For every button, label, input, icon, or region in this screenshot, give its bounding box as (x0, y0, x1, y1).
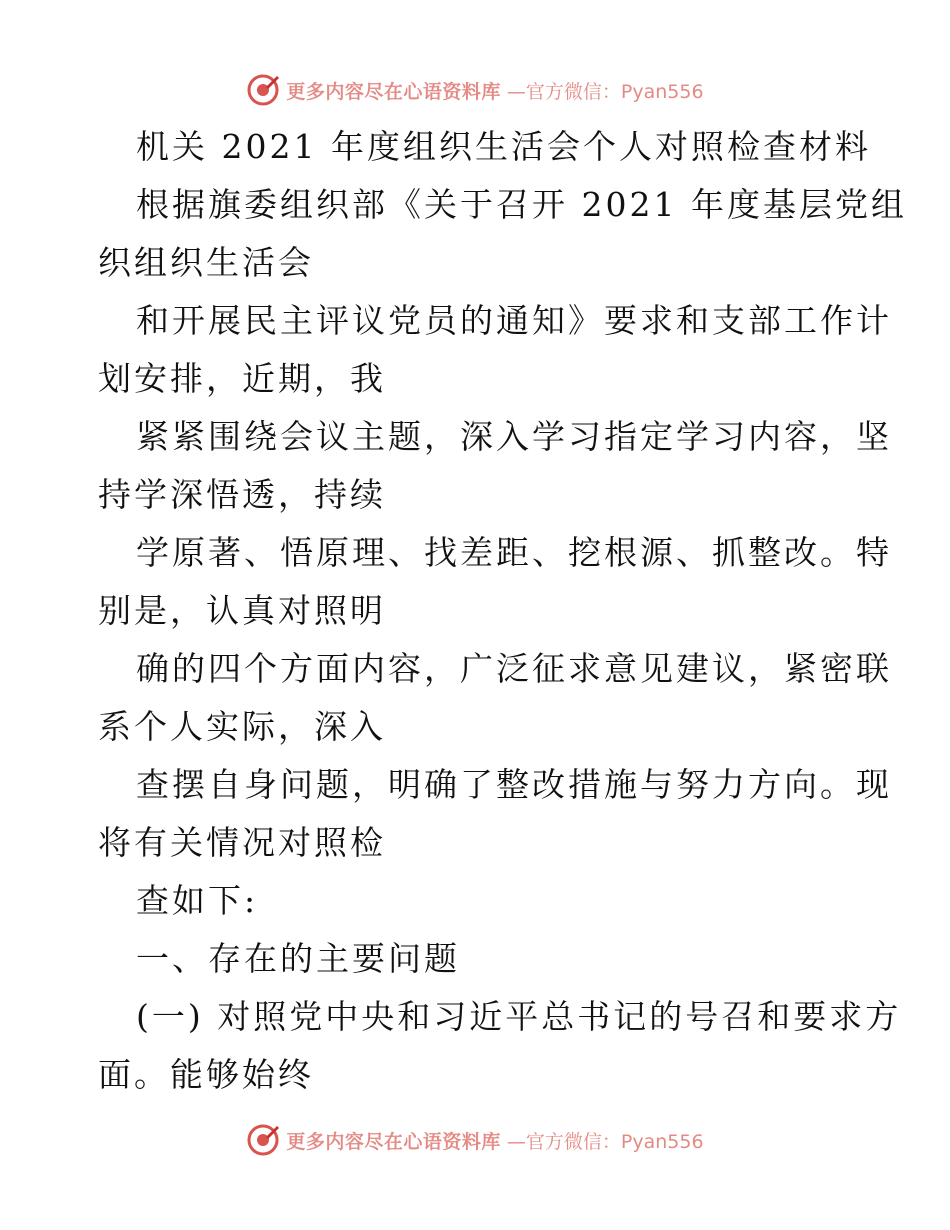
paragraph-line: 将有关情况对照检 (98, 823, 386, 862)
document-title: 机关 2021 年度组织生活会个人对照检查材料 (136, 127, 871, 166)
paragraph-line: 查摆自身问题，明确了整改措施与努力方向。现 (136, 765, 892, 804)
paragraph-line: 持学深悟透，持续 (98, 475, 386, 514)
pen-logo-icon (246, 73, 280, 107)
section-heading: 一、存在的主要问题 (136, 939, 460, 978)
watermark-suffix: —官方微信：Pyan556 (506, 80, 704, 103)
paragraph-line: 织组织生活会 (98, 243, 314, 282)
watermark-suffix: —官方微信：Pyan556 (506, 1130, 704, 1153)
paragraph-line: 系个人实际，深入 (98, 707, 386, 746)
subsection-heading: (一) 对照党中央和习近平总书记的号召和要求方 (136, 997, 902, 1036)
paragraph-line: 别是，认真对照明 (98, 591, 386, 630)
paragraph-line: 面。能够始终 (98, 1055, 314, 1094)
paragraph-line: 根据旗委组织部《关于召开 2021 年度基层党组 (136, 185, 907, 224)
paragraph-line: 和开展民主评议党员的通知》要求和支部工作计 (136, 301, 892, 340)
paragraph-line: 学原著、悟原理、找差距、挖根源、抓整改。特 (136, 533, 892, 572)
paragraph-line: 紧紧围绕会议主题，深入学习指定学习内容，坚 (136, 417, 892, 456)
paragraph-line: 查如下: (136, 881, 259, 920)
paragraph-line: 确的四个方面内容，广泛征求意见建议，紧密联 (136, 649, 892, 688)
paragraph-line: 划安排，近期，我 (98, 359, 386, 398)
watermark-footer (0, 1120, 950, 1160)
watermark-text: 更多内容尽在心语资料库 (286, 80, 501, 103)
watermark-text: 更多内容尽在心语资料库 (286, 1130, 501, 1153)
pen-logo-icon (246, 1123, 280, 1157)
document-body (98, 118, 907, 1104)
watermark-header (0, 70, 950, 110)
